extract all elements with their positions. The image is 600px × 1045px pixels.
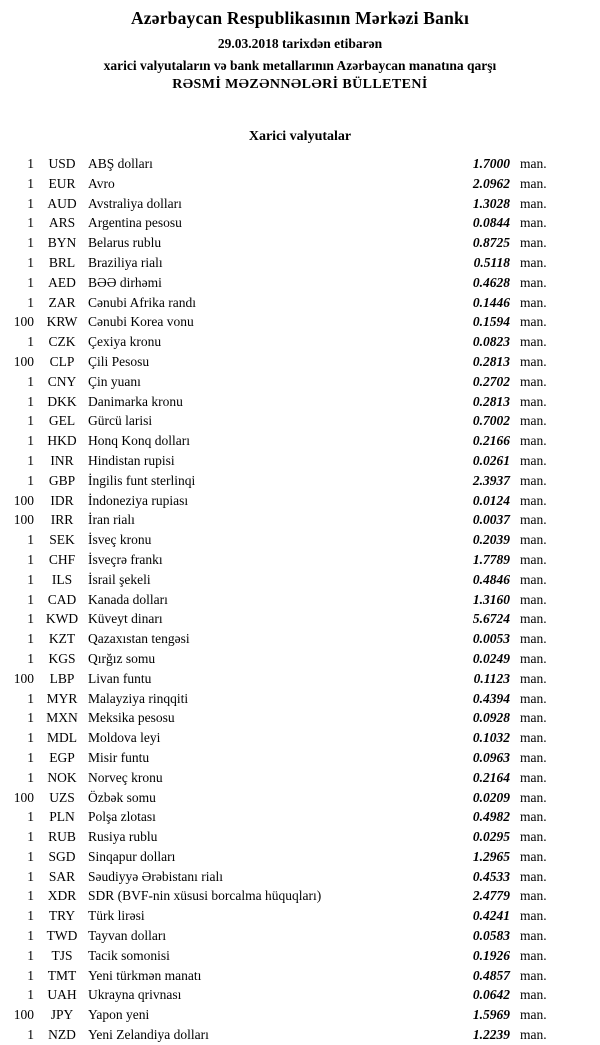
currency-name: İsveçrə frankı [88,551,163,567]
unit-label: man. [520,888,547,904]
currency-code: EGP [49,749,75,765]
currency-name: Yeni Zelandiya dolları [88,1027,209,1043]
currency-code: KZT [48,631,76,647]
unit-label: man. [520,769,547,785]
currency-name: Livan funtu [88,670,152,686]
effective-date-line: 29.03.2018 tarixdən etibarən [217,36,383,51]
unit-label: man. [520,156,547,171]
quantity: 1 [27,334,34,350]
quantity: 1 [27,532,34,548]
currency-name: Belarus rublu [88,235,162,251]
quantity: 1 [27,373,34,389]
rate-value: 5.6724 [472,611,510,627]
table-row [0,669,600,689]
currency-code: ILS [51,571,73,587]
table-row [0,788,600,808]
table-row [0,253,600,273]
table-row [0,352,600,372]
rate-value: 0.4533 [472,868,510,884]
rate-value: 0.0844 [472,215,510,231]
currency-code: CHF [48,551,76,567]
currency-name: Gürcü larisi [88,413,153,429]
table-row [0,372,600,392]
currency-name: Avstraliya dolları [88,195,182,211]
unit-label: man. [520,848,547,864]
currency-code: UZS [49,789,75,805]
rate-value: 0.2166 [472,433,510,449]
quantity: 1 [27,829,34,845]
unit-label: man. [520,650,547,666]
rate-value: 0.7002 [472,413,510,429]
unit-label: man. [520,195,547,211]
currency-name: Çin yuanı [88,373,141,389]
currency-code: RUB [48,829,76,845]
currency-name: Misir funtu [88,749,150,765]
currency-code: INR [50,452,74,468]
rate-value: 0.2813 [472,353,510,369]
currency-code: SAR [48,868,76,884]
currency-name: Moldova leyi [88,730,161,746]
unit-label: man. [520,591,547,607]
currency-name: İran rialı [88,512,135,528]
quantity: 1 [27,175,34,191]
currency-code: NOK [47,769,77,785]
quantity: 1 [27,195,34,211]
currency-code: UAH [47,987,77,1003]
currency-code: SGD [48,848,76,864]
unit-label: man. [520,967,547,983]
table-row [0,550,600,570]
quantity: 1 [27,908,34,924]
rate-value: 2.0962 [472,175,510,191]
table-row [0,847,600,867]
rates-table [0,154,600,1045]
bank-name-title: Azərbaycan Respublikasının Mərkəzi Bankı [130,8,470,28]
table-row [0,471,600,491]
table-row [0,966,600,986]
currency-code: IDR [50,492,74,508]
currency-code: MYR [46,690,78,706]
currency-name: Avro [88,175,115,191]
currency-code: GEL [48,413,76,429]
table-row [0,807,600,827]
table-row [0,411,600,431]
table-row [0,392,600,412]
currency-name: Yeni türkmən manatı [88,967,202,983]
rate-value: 0.0928 [472,710,510,726]
unit-label: man. [520,571,547,587]
currency-code: IRR [50,512,74,528]
unit-label: man. [520,690,547,706]
currency-code: BYN [47,235,77,251]
rate-value: 0.2164 [472,769,510,785]
currency-name: Hindistan rupisi [88,452,175,468]
rate-value: 1.7789 [472,551,510,567]
table-row [0,708,600,728]
unit-label: man. [520,908,547,924]
table-row [0,689,600,709]
unit-label: man. [520,413,547,429]
rate-value: 0.4857 [472,967,510,983]
rate-value: 0.0642 [472,987,510,1003]
rate-value: 0.0124 [472,492,510,508]
currency-code: MXN [46,710,78,726]
bulletin-title: RƏSMİ MƏZƏNNƏLƏRİ BÜLLETENİ [172,77,428,92]
quantity: 1 [27,433,34,449]
quantity: 1 [27,749,34,765]
unit-label: man. [520,987,547,1003]
currency-name: Sinqapur dolları [88,848,176,864]
quantity: 1 [27,1027,34,1043]
unit-label: man. [520,532,547,548]
currency-code: AUD [47,195,77,211]
currency-name: Küveyt dinarı [88,611,163,627]
table-row [0,1025,600,1045]
currency-name: Özbək somu [88,789,156,805]
quantity: 1 [27,650,34,666]
unit-label: man. [520,631,547,647]
currency-code: KGS [48,650,76,666]
rate-value: 0.4982 [472,809,510,825]
table-row [0,154,600,174]
unit-label: man. [520,215,547,231]
table-row [0,273,600,293]
currency-code: XDR [47,888,77,904]
table-row [0,194,600,214]
currency-code: BRL [48,254,76,270]
rate-value: 1.3028 [472,195,510,211]
unit-label: man. [520,452,547,468]
currency-code: TJS [51,947,73,963]
unit-label: man. [520,928,547,944]
table-row [0,332,600,352]
unit-label: man. [520,472,547,488]
quantity: 1 [27,551,34,567]
currency-code: TWD [46,928,78,944]
rate-value: 0.4241 [472,908,510,924]
rate-value: 0.4846 [472,571,510,587]
quantity: 100 [13,789,34,805]
section-title-foreign-currencies: Xarici valyutalar [248,129,352,144]
table-row [0,233,600,253]
rate-value: 0.1446 [472,294,510,310]
currency-code: EUR [48,175,76,191]
table-row [0,609,600,629]
rate-value: 0.0037 [472,512,510,528]
currency-code: DKK [47,393,77,409]
currency-code: USD [48,156,76,171]
quantity: 1 [27,730,34,746]
quantity: 100 [13,492,34,508]
unit-label: man. [520,433,547,449]
rate-value: 1.2239 [472,1027,510,1043]
currency-name: BƏƏ dirhəmi [88,274,162,290]
quantity: 1 [27,393,34,409]
quantity: 1 [27,690,34,706]
currency-code: CAD [47,591,77,607]
rate-value: 0.0583 [472,928,510,944]
table-row [0,827,600,847]
unit-label: man. [520,670,547,686]
rate-value: 1.2965 [472,848,510,864]
table-row [0,748,600,768]
currency-name: Cənubi Afrika randı [88,294,196,310]
unit-label: man. [520,294,547,310]
quantity: 1 [27,888,34,904]
rate-value: 0.1926 [472,947,510,963]
currency-name: Səudiyyə Ərəbistanı rialı [88,868,223,884]
currency-name: İsrail şekeli [88,571,151,587]
currency-name: Norveç kronu [88,769,163,785]
rate-value: 0.2702 [472,373,510,389]
quantity: 100 [13,670,34,686]
unit-label: man. [520,1027,547,1043]
bulletin-subtitle: xarici valyutaların və bank metallarının Azərbaycan manatına qarşı [103,58,497,73]
currency-code: JPY [50,1007,74,1023]
currency-code: PLN [49,809,75,825]
rate-value: 0.4394 [472,690,510,706]
rate-value: 2.4779 [472,888,510,904]
unit-label: man. [520,749,547,765]
table-row [0,649,600,669]
currency-code: CZK [48,334,76,350]
quantity: 1 [27,769,34,785]
currency-name: Qazaxıstan tengəsi [88,631,190,647]
unit-label: man. [520,868,547,884]
rate-value: 2.3937 [472,472,510,488]
table-row [0,312,600,332]
table-row [0,570,600,590]
unit-label: man. [520,175,547,191]
quantity: 1 [27,274,34,290]
quantity: 1 [27,413,34,429]
table-row [0,174,600,194]
currency-name: Malayziya rinqqiti [88,690,189,706]
unit-label: man. [520,551,547,567]
currency-code: AED [48,274,76,290]
quantity: 1 [27,809,34,825]
unit-label: man. [520,314,547,330]
unit-label: man. [520,1007,547,1023]
table-row [0,293,600,313]
unit-label: man. [520,710,547,726]
unit-label: man. [520,353,547,369]
quantity: 1 [27,848,34,864]
rate-value: 0.5118 [473,254,510,270]
quantity: 1 [27,472,34,488]
rate-value: 0.0295 [472,829,510,845]
unit-label: man. [520,730,547,746]
rate-value: 0.1594 [472,314,510,330]
table-row [0,906,600,926]
unit-label: man. [520,393,547,409]
table-row [0,1005,600,1025]
unit-label: man. [520,809,547,825]
quantity: 1 [27,294,34,310]
rate-value: 1.5969 [472,1007,510,1023]
quantity: 100 [13,314,34,330]
currency-name: Kanada dolları [88,591,168,607]
quantity: 1 [27,591,34,607]
currency-code: ARS [48,215,76,231]
currency-code: SEK [49,532,75,548]
quantity: 100 [13,353,34,369]
table-row [0,510,600,530]
table-row [0,728,600,748]
currency-code: KWD [45,611,79,627]
currency-name: İngilis funt sterlinqi [88,472,196,488]
table-row [0,886,600,906]
currency-code: ZAR [48,294,76,310]
currency-name: Rusiya rublu [88,829,158,845]
unit-label: man. [520,512,547,528]
unit-label: man. [520,611,547,627]
unit-label: man. [520,274,547,290]
unit-label: man. [520,492,547,508]
currency-code: TRY [48,908,76,924]
currency-name: Honq Konq dolları [88,433,190,449]
currency-name: ABŞ dolları [88,156,153,171]
currency-name: Meksika pesosu [88,710,175,726]
currency-name: Tayvan dolları [88,928,167,944]
currency-name: Cənubi Korea vonu [88,314,194,330]
currency-name: SDR (BVF-nin xüsusi borcalma hüquqları) [88,888,322,904]
rate-value: 0.0963 [472,749,510,765]
rate-value: 0.8725 [472,235,510,251]
quantity: 100 [13,1007,34,1023]
rate-value: 0.1123 [473,670,510,686]
currency-code: MDL [47,730,77,746]
quantity: 1 [27,947,34,963]
quantity: 1 [27,571,34,587]
table-row [0,590,600,610]
quantity: 1 [27,928,34,944]
currency-code: KRW [46,314,78,330]
currency-name: İsveç kronu [88,532,152,548]
quantity: 1 [27,868,34,884]
table-row [0,213,600,233]
unit-label: man. [520,373,547,389]
quantity: 1 [27,452,34,468]
currency-name: Danimarka kronu [88,393,183,409]
currency-name: İndoneziya rupiası [88,492,189,508]
quantity: 1 [27,215,34,231]
table-row [0,491,600,511]
rate-value: 0.2039 [472,532,510,548]
quantity: 1 [27,967,34,983]
currency-name: Polşa zlotası [88,809,156,825]
quantity: 100 [13,512,34,528]
quantity: 1 [27,235,34,251]
currency-name: Çexiya kronu [88,334,162,350]
bulletin-header [0,0,600,93]
currency-name: Türk lirəsi [88,908,145,924]
unit-label: man. [520,334,547,350]
currency-name: Çili Pesosu [88,353,150,369]
rate-value: 0.0053 [472,631,510,647]
rate-value: 0.0209 [472,789,510,805]
quantity: 1 [27,156,34,171]
table-row [0,431,600,451]
quantity: 1 [27,987,34,1003]
table-row [0,946,600,966]
table-row [0,985,600,1005]
currency-code: HKD [47,433,77,449]
currency-code: GBP [48,472,76,488]
unit-label: man. [520,789,547,805]
currency-name: Yapon yeni [88,1007,150,1023]
rate-value: 0.0249 [472,650,510,666]
currency-code: CNY [47,373,77,389]
quantity: 1 [27,611,34,627]
rate-value: 0.4628 [472,274,510,290]
rate-value: 0.0823 [472,334,510,350]
currency-name: Tacik somonisi [88,947,170,963]
unit-label: man. [520,254,547,270]
table-row [0,530,600,550]
currency-name: Qırğız somu [88,650,156,666]
quantity: 1 [27,254,34,270]
currency-name: Braziliya rialı [88,254,163,270]
currency-code: TMT [47,967,77,983]
table-row [0,451,600,471]
rate-value: 0.0261 [472,452,510,468]
currency-code: LBP [49,670,75,686]
table-row [0,629,600,649]
table-row [0,867,600,887]
unit-label: man. [520,829,547,845]
currency-name: Argentina pesosu [88,215,182,231]
table-row [0,926,600,946]
quantity: 1 [27,710,34,726]
currency-code: CLP [49,353,75,369]
rate-value: 1.7000 [472,156,510,171]
currency-code: NZD [48,1027,76,1043]
rate-value: 0.2813 [472,393,510,409]
rate-value: 0.1032 [472,730,510,746]
quantity: 1 [27,631,34,647]
unit-label: man. [520,947,547,963]
unit-label: man. [520,235,547,251]
table-row [0,768,600,788]
rate-value: 1.3160 [472,591,510,607]
currency-name: Ukrayna qrivnası [88,987,182,1003]
